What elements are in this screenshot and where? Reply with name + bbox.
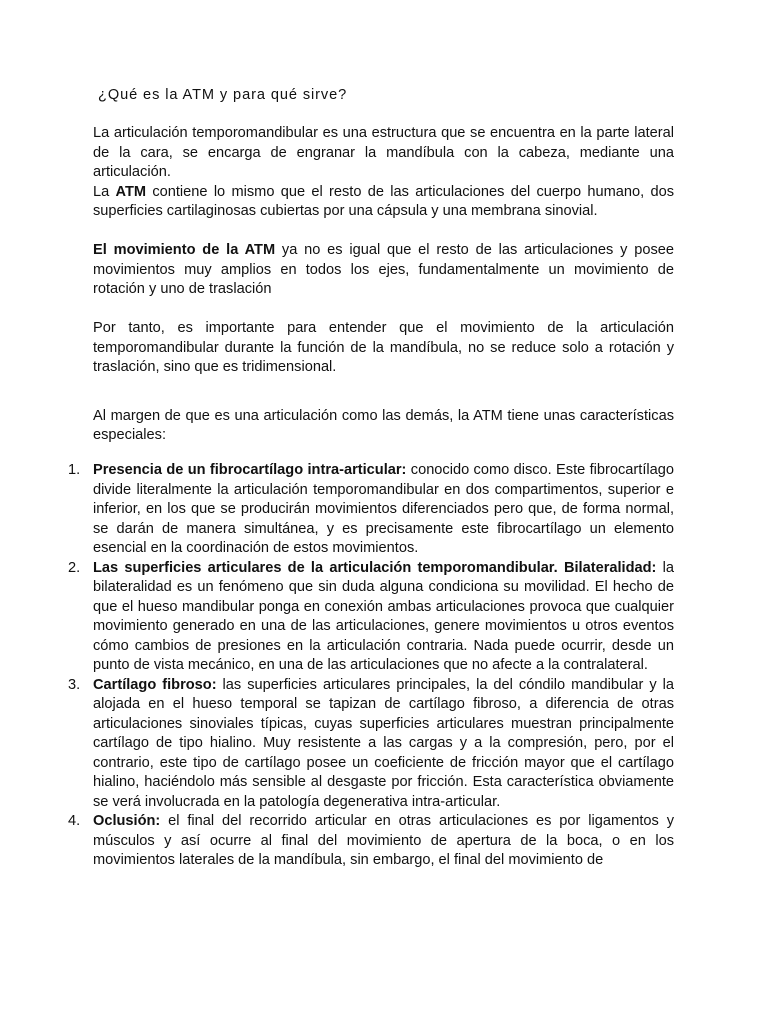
list-item-text: la bilateralidad es un fenómeno que sin duda alguna condiciona su movilidad. El hecho de que el hueso mandibular ponga en conexión ambas articulaciones provoca que cualquier movimiento generado en una de las articulaciones, genere movimientos u otros eventos cómo cambios de presiones en la articulación contraria. Nada puede ocurrir, desde un punto de vista mecánico, en una de las articulaciones que no afecte a la contralateral. <box>93 559 674 673</box>
paragraph-3-bold: El movimiento de la ATM <box>93 242 276 258</box>
paragraph-4: Por tanto, es importante para entender que el movimiento de la articulación temporomandibular durante la función de la mandíbula, no se reduce solo a rotación y traslación, sino que es tridimensional. <box>93 320 674 375</box>
list-item-text: el final del recorrido articular en otras articulaciones es por ligamentos y músculos y así ocurre al final del movimiento de apertura de la boca, o en los movimientos laterales de la mandíbula, sin embargo, el final del movimiento de <box>93 813 674 868</box>
list-item <box>68 676 674 813</box>
list-item-number: 4. <box>68 813 81 829</box>
list-item-number: 3. <box>68 676 81 693</box>
list-item-text: las superficies articulares principales, la del cóndilo mandibular y la alojada en el hueso temporal se tapizan de cartílago fibroso, a diferencia de otras articulaciones sinoviales típicas, cuyas superficies articulares muestran principalmente cartílago de tipo hialino. Muy resistente a las cargas y a la compresión, pero, por el contrario, este tipo de cartílago posee un coeficiente de fricción mayor que el cartílago hialino, haciéndolo más sensible al desgaste por fricción. Esta característica obviamente se verá involucrada en la patología degenerativa intra-articular. <box>93 676 674 810</box>
paragraph-3 <box>93 241 674 300</box>
list-item <box>68 812 674 871</box>
list-item-heading: Las superficies articulares de la articulación temporomandibular. Bilateralidad: <box>93 559 657 576</box>
paragraph-3-post: ya no es igual que el resto de las articulaciones y posee movimientos muy amplios en todos los ejes, fundamentalmente un movimiento de rotación y uno de traslación <box>93 242 674 297</box>
paragraph-2-bold: ATM <box>115 183 147 200</box>
paragraph-2-post: contiene lo mismo que el resto de las articulaciones del cuerpo humano, dos superficies cartilaginosas cubiertas por una cápsula y una membrana sinovial. <box>93 183 674 219</box>
intro-section <box>93 124 674 446</box>
list-item <box>68 461 674 559</box>
list-item-heading: Presencia de un fibrocartílago intra-articular: <box>93 462 407 478</box>
paragraph-1: La articulación temporomandibular es una estructura que se encuentra en la parte lateral de la cara, se encarga de engranar la mandíbula con la cabeza, mediante una articulación. <box>93 125 674 180</box>
document-title: ¿Qué es la ATM y para qué sirve? <box>98 87 348 103</box>
paragraph-5: Al margen de que es una articulación como las demás, la ATM tiene unas características especiales: <box>93 407 674 443</box>
list-item <box>68 559 674 676</box>
paragraph-2 <box>93 183 674 222</box>
list-item-heading: Cartílago fibroso: <box>93 676 217 693</box>
list-item-number: 2. <box>68 559 81 576</box>
paragraph-2-pre: La <box>93 183 116 200</box>
list-item-number: 1. <box>68 462 81 478</box>
characteristics-list <box>68 461 674 871</box>
list-item-heading: Oclusión: <box>93 813 161 829</box>
list-item-text: conocido como disco. Este fibrocartílago divide literalmente la articulación temporomandibular en dos compartimentos, superior e inferior, en los que se producirán movimientos diferenciados pero que, de forma normal, se darán de manera simultánea, y es precisamente este fibrocartílago un elemento esencial en la coordinación de estos movimientos. <box>93 462 674 556</box>
